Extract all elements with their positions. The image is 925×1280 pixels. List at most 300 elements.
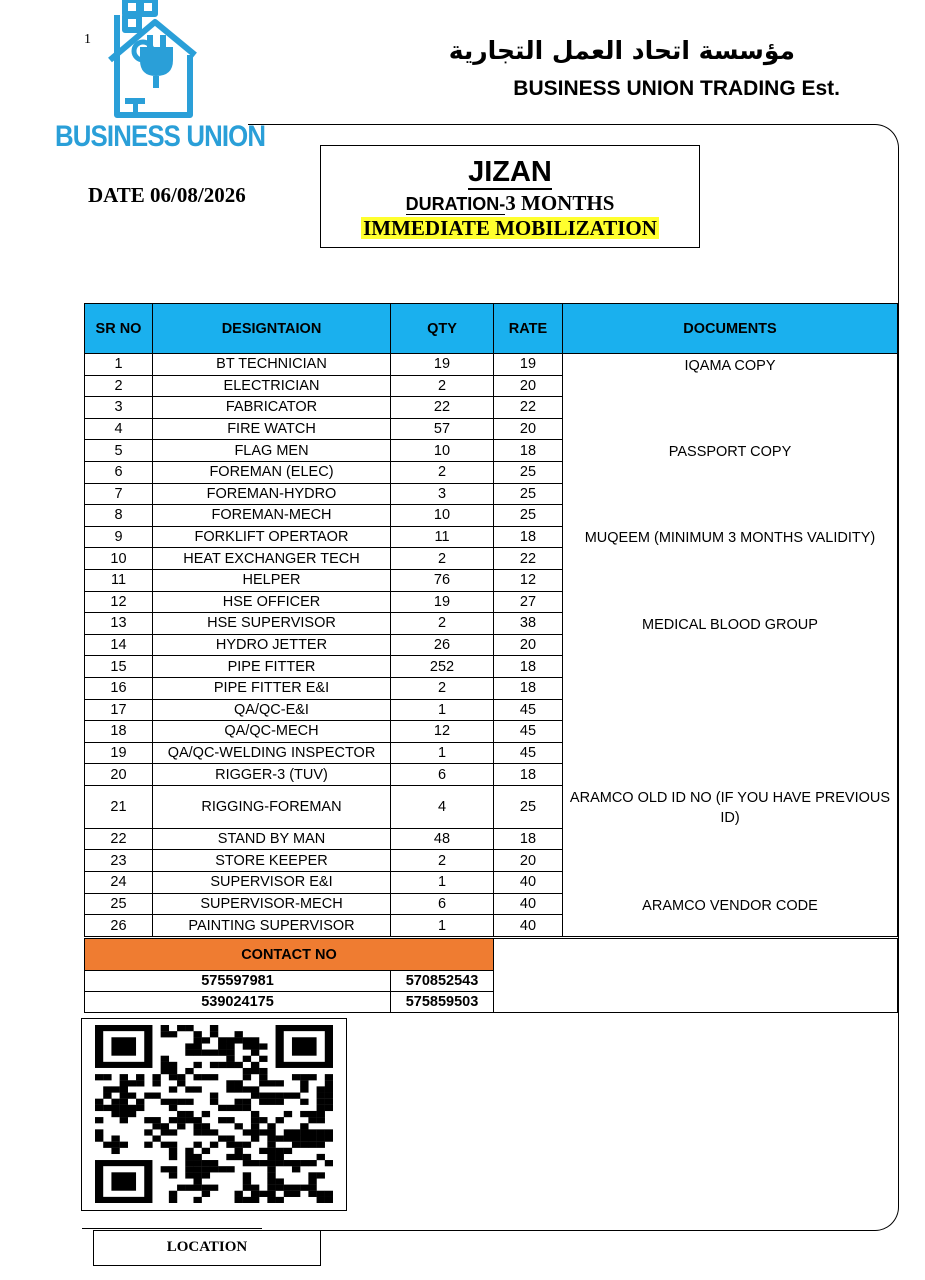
qr-module xyxy=(259,1148,267,1154)
qr-module xyxy=(226,1037,234,1043)
job-header-box xyxy=(320,145,700,248)
qr-module xyxy=(308,1191,316,1197)
qr-module xyxy=(300,1099,308,1105)
qr-module xyxy=(292,1093,300,1099)
qr-module xyxy=(193,1031,201,1037)
qr-module xyxy=(243,1037,251,1043)
rate-cell: 20 xyxy=(494,634,563,656)
qr-module xyxy=(276,1080,284,1086)
qr-module xyxy=(185,1117,193,1123)
qr-module xyxy=(152,1093,160,1099)
qr-module xyxy=(267,1099,275,1105)
qr-module xyxy=(193,1062,201,1068)
qr-module xyxy=(300,1111,308,1117)
sr-no-cell: 2 xyxy=(85,375,153,397)
qr-module xyxy=(300,1074,308,1080)
contact-header-row xyxy=(85,939,898,971)
qr-module xyxy=(251,1093,259,1099)
designation-cell: PIPE FITTER xyxy=(153,656,391,678)
qty-cell: 19 xyxy=(391,591,494,613)
qr-module xyxy=(325,1191,333,1197)
qr-module xyxy=(202,1037,210,1043)
qr-module xyxy=(325,1135,333,1141)
rate-cell: 25 xyxy=(494,483,563,505)
qr-module xyxy=(95,1117,103,1123)
qty-cell: 1 xyxy=(391,742,494,764)
qr-module xyxy=(210,1129,218,1135)
qr-module xyxy=(185,1043,193,1049)
manpower-table xyxy=(84,303,898,937)
qty-cell: 6 xyxy=(391,764,494,786)
qr-module xyxy=(136,1080,144,1086)
qr-module xyxy=(259,1068,267,1074)
qr-module xyxy=(111,1148,119,1154)
qr-module xyxy=(120,1105,128,1111)
qr-module xyxy=(210,1166,218,1172)
mobilization-highlight: IMMEDIATE MOBILIZATION xyxy=(363,216,657,240)
sr-no-cell: 19 xyxy=(85,742,153,764)
qr-code-icon[interactable] xyxy=(95,1025,333,1203)
qr-module xyxy=(243,1154,251,1160)
qr-module xyxy=(226,1050,234,1056)
qr-module xyxy=(218,1050,226,1056)
qr-module xyxy=(136,1074,144,1080)
qr-module xyxy=(276,1154,284,1160)
qr-module xyxy=(276,1185,284,1191)
qr-module xyxy=(292,1160,300,1166)
qr-module xyxy=(243,1129,251,1135)
qr-module xyxy=(284,1135,292,1141)
qr-module xyxy=(177,1117,185,1123)
contact-empty-cell xyxy=(494,971,898,992)
sr-no-cell: 16 xyxy=(85,677,153,699)
qty-cell: 2 xyxy=(391,461,494,483)
qr-module xyxy=(300,1123,308,1129)
qr-module xyxy=(276,1197,284,1203)
qr-module xyxy=(161,1062,169,1068)
qr-module xyxy=(202,1172,210,1178)
qr-module xyxy=(210,1160,218,1166)
sr-no-cell: 5 xyxy=(85,440,153,462)
sr-no-cell: 26 xyxy=(85,915,153,937)
qr-module xyxy=(202,1111,210,1117)
qr-module xyxy=(259,1093,267,1099)
qr-finder-pattern xyxy=(111,1037,136,1055)
sr-no-cell: 15 xyxy=(85,656,153,678)
rate-cell: 20 xyxy=(494,850,563,872)
qr-module xyxy=(308,1074,316,1080)
qr-module xyxy=(177,1123,185,1129)
qr-module xyxy=(317,1142,325,1148)
qr-module xyxy=(193,1086,201,1092)
qr-module xyxy=(185,1099,193,1105)
rate-cell: 38 xyxy=(494,613,563,635)
rate-cell: 40 xyxy=(494,893,563,915)
qr-module xyxy=(185,1185,193,1191)
qr-module xyxy=(218,1166,226,1172)
rate-cell: 45 xyxy=(494,699,563,721)
qr-module xyxy=(193,1178,201,1184)
rate-cell: 25 xyxy=(494,461,563,483)
qr-module xyxy=(177,1074,185,1080)
qr-module xyxy=(235,1062,243,1068)
qty-cell: 1 xyxy=(391,699,494,721)
qr-module xyxy=(226,1105,234,1111)
rate-cell: 18 xyxy=(494,677,563,699)
table-header-row xyxy=(85,304,898,354)
qr-module xyxy=(243,1068,251,1074)
qr-module xyxy=(308,1111,316,1117)
qr-module xyxy=(235,1197,243,1203)
qr-module xyxy=(128,1105,136,1111)
qr-module xyxy=(243,1099,251,1105)
qr-module xyxy=(193,1037,201,1043)
house-plug-logo-icon xyxy=(55,0,250,125)
contact-row xyxy=(85,992,898,1013)
qr-module xyxy=(259,1043,267,1049)
qr-module xyxy=(284,1148,292,1154)
qr-module xyxy=(276,1099,284,1105)
qr-module xyxy=(202,1050,210,1056)
qr-module xyxy=(193,1154,201,1160)
company-arabic-name: مؤسسة اتحاد العمل التجارية xyxy=(448,36,795,65)
contact-number: 575597981 xyxy=(85,971,391,992)
qr-module xyxy=(161,1123,169,1129)
qr-module xyxy=(226,1086,234,1092)
qr-module xyxy=(152,1135,160,1141)
qr-module xyxy=(161,1068,169,1074)
qr-module xyxy=(292,1129,300,1135)
qr-module xyxy=(267,1191,275,1197)
designation-cell: QA/QC-E&I xyxy=(153,699,391,721)
sr-no-cell: 6 xyxy=(85,461,153,483)
document-item: ARAMCO VENDOR CODE xyxy=(642,898,818,914)
sr-no-cell: 7 xyxy=(85,483,153,505)
qr-module xyxy=(284,1191,292,1197)
qr-module xyxy=(243,1142,251,1148)
qty-cell: 26 xyxy=(391,634,494,656)
qr-module xyxy=(300,1135,308,1141)
sr-no-cell: 10 xyxy=(85,548,153,570)
qty-cell: 2 xyxy=(391,548,494,570)
designation-cell: QA/QC-WELDING INSPECTOR xyxy=(153,742,391,764)
qr-module xyxy=(210,1062,218,1068)
qr-module xyxy=(185,1111,193,1117)
qr-module xyxy=(251,1068,259,1074)
qr-module xyxy=(243,1185,251,1191)
qr-module xyxy=(317,1172,325,1178)
qr-module xyxy=(267,1160,275,1166)
qr-module xyxy=(259,1191,267,1197)
qr-module xyxy=(325,1074,333,1080)
qr-module xyxy=(259,1160,267,1166)
qr-module xyxy=(267,1148,275,1154)
location-qr-box xyxy=(81,1018,347,1211)
designation-cell: BT TECHNICIAN xyxy=(153,354,391,376)
qty-cell: 22 xyxy=(391,397,494,419)
city-title xyxy=(321,156,699,188)
qr-module xyxy=(193,1129,201,1135)
qr-module xyxy=(193,1043,201,1049)
qr-module xyxy=(226,1142,234,1148)
qr-module xyxy=(169,1191,177,1197)
qty-cell: 19 xyxy=(391,354,494,376)
qr-module xyxy=(95,1129,103,1135)
qr-module xyxy=(193,1117,201,1123)
qr-module xyxy=(284,1111,292,1117)
designation-cell: STORE KEEPER xyxy=(153,850,391,872)
qr-module xyxy=(235,1142,243,1148)
qr-module xyxy=(267,1197,275,1203)
qr-module xyxy=(169,1068,177,1074)
qr-module xyxy=(210,1074,218,1080)
qr-module xyxy=(300,1129,308,1135)
qr-module xyxy=(317,1099,325,1105)
qr-module xyxy=(193,1185,201,1191)
qty-cell: 10 xyxy=(391,440,494,462)
qr-module xyxy=(284,1185,292,1191)
qr-module xyxy=(251,1135,259,1141)
qr-module xyxy=(325,1105,333,1111)
qr-module xyxy=(120,1142,128,1148)
qr-module xyxy=(218,1062,226,1068)
qr-module xyxy=(308,1117,316,1123)
qr-module xyxy=(120,1086,128,1092)
qr-module xyxy=(111,1142,119,1148)
company-logo xyxy=(55,0,266,155)
qr-module xyxy=(185,1154,193,1160)
qr-module xyxy=(144,1117,152,1123)
qr-module xyxy=(259,1117,267,1123)
qr-module xyxy=(185,1148,193,1154)
qr-module xyxy=(169,1105,177,1111)
rate-cell: 22 xyxy=(494,548,563,570)
qr-module xyxy=(120,1111,128,1117)
qr-module xyxy=(226,1062,234,1068)
qty-cell: 2 xyxy=(391,375,494,397)
qr-module xyxy=(317,1191,325,1197)
document-date: DATE 06/08/2026 xyxy=(88,183,246,207)
qr-module xyxy=(235,1099,243,1105)
qr-module xyxy=(317,1197,325,1203)
qr-module xyxy=(317,1111,325,1117)
qr-module xyxy=(243,1105,251,1111)
rate-cell: 18 xyxy=(494,440,563,462)
designation-cell: QA/QC-MECH xyxy=(153,721,391,743)
qr-module xyxy=(259,1080,267,1086)
qr-module xyxy=(111,1099,119,1105)
qr-module xyxy=(120,1099,128,1105)
rate-cell: 40 xyxy=(494,872,563,894)
qty-cell: 3 xyxy=(391,483,494,505)
qr-module xyxy=(193,1074,201,1080)
qr-module xyxy=(95,1105,103,1111)
qr-module xyxy=(259,1056,267,1062)
qr-module xyxy=(325,1093,333,1099)
qr-module xyxy=(144,1142,152,1148)
qr-module xyxy=(251,1037,259,1043)
qty-cell: 6 xyxy=(391,893,494,915)
qr-module xyxy=(243,1197,251,1203)
sr-no-cell: 13 xyxy=(85,613,153,635)
sr-no-cell: 20 xyxy=(85,764,153,786)
qty-cell: 10 xyxy=(391,505,494,527)
qr-module xyxy=(136,1099,144,1105)
rate-cell: 20 xyxy=(494,375,563,397)
designation-cell: FABRICATOR xyxy=(153,397,391,419)
qr-module xyxy=(103,1142,111,1148)
qr-module xyxy=(251,1050,259,1056)
sr-no-cell: 3 xyxy=(85,397,153,419)
designation-cell: RIGGING-FOREMAN xyxy=(153,785,391,828)
duration-line xyxy=(321,192,699,215)
qr-module xyxy=(128,1093,136,1099)
designation-cell: HYDRO JETTER xyxy=(153,634,391,656)
sr-no-cell: 12 xyxy=(85,591,153,613)
qr-module xyxy=(169,1099,177,1105)
rate-cell: 18 xyxy=(494,526,563,548)
rate-cell: 25 xyxy=(494,505,563,527)
document-item: MUQEEM (MINIMUM 3 MONTHS VALIDITY) xyxy=(584,530,876,546)
qr-module xyxy=(243,1086,251,1092)
qr-finder-pattern xyxy=(111,1172,136,1190)
qr-module xyxy=(95,1099,103,1105)
qr-module xyxy=(185,1086,193,1092)
qr-module xyxy=(292,1185,300,1191)
qty-cell: 11 xyxy=(391,526,494,548)
duration-label: DURATION- xyxy=(405,194,506,214)
qty-cell: 1 xyxy=(391,915,494,937)
designation-cell: FORKLIFT OPERTAOR xyxy=(153,526,391,548)
designation-cell: SUPERVISOR E&I xyxy=(153,872,391,894)
qr-module xyxy=(152,1074,160,1080)
qr-finder-pattern xyxy=(292,1037,317,1055)
qr-module xyxy=(161,1099,169,1105)
qr-module xyxy=(317,1093,325,1099)
qr-module xyxy=(235,1080,243,1086)
qr-module xyxy=(292,1074,300,1080)
qr-module xyxy=(218,1117,226,1123)
qr-module xyxy=(185,1025,193,1031)
qr-module xyxy=(259,1129,267,1135)
qr-module xyxy=(111,1111,119,1117)
designation-cell: SUPERVISOR-MECH xyxy=(153,893,391,915)
qr-module xyxy=(317,1105,325,1111)
designation-cell: HSE SUPERVISOR xyxy=(153,613,391,635)
qr-module xyxy=(95,1074,103,1080)
qr-module xyxy=(185,1166,193,1172)
rate-cell: 19 xyxy=(494,354,563,376)
rate-cell: 12 xyxy=(494,569,563,591)
rate-cell: 18 xyxy=(494,656,563,678)
sr-no-cell: 23 xyxy=(85,850,153,872)
qr-module xyxy=(161,1056,169,1062)
document-item: IQAMA COPY xyxy=(684,358,776,374)
qr-module xyxy=(235,1154,243,1160)
qr-module xyxy=(325,1129,333,1135)
contact-empty-cell xyxy=(494,992,898,1013)
qr-module xyxy=(243,1178,251,1184)
sr-no-cell: 4 xyxy=(85,418,153,440)
qr-module xyxy=(276,1160,284,1166)
qty-cell: 48 xyxy=(391,828,494,850)
sr-no-cell: 1 xyxy=(85,354,153,376)
sr-no-cell: 8 xyxy=(85,505,153,527)
qr-module xyxy=(267,1172,275,1178)
qr-module xyxy=(177,1185,185,1191)
qr-module xyxy=(169,1148,177,1154)
qr-module xyxy=(152,1123,160,1129)
sr-no-cell: 9 xyxy=(85,526,153,548)
document-item: PASSPORT COPY xyxy=(668,444,792,460)
qr-module xyxy=(308,1172,316,1178)
qr-module xyxy=(169,1117,177,1123)
qr-module xyxy=(251,1129,259,1135)
qr-module xyxy=(185,1068,193,1074)
qr-module xyxy=(193,1197,201,1203)
table-row xyxy=(85,354,898,376)
qr-module xyxy=(120,1117,128,1123)
qr-module xyxy=(251,1191,259,1197)
qr-module xyxy=(276,1117,284,1123)
sr-no-cell: 18 xyxy=(85,721,153,743)
qr-module xyxy=(300,1142,308,1148)
qr-module xyxy=(243,1160,251,1166)
qty-cell: 57 xyxy=(391,418,494,440)
qr-module xyxy=(144,1093,152,1099)
contact-empty-cell xyxy=(494,939,898,971)
qr-module xyxy=(276,1093,284,1099)
qr-module xyxy=(317,1117,325,1123)
qr-module xyxy=(308,1185,316,1191)
qr-module xyxy=(218,1135,226,1141)
qty-cell: 2 xyxy=(391,677,494,699)
qr-module xyxy=(251,1117,259,1123)
qr-module xyxy=(202,1166,210,1172)
qr-module xyxy=(226,1043,234,1049)
qr-module xyxy=(235,1037,243,1043)
qr-module xyxy=(169,1074,177,1080)
page-number: 1 xyxy=(84,32,91,47)
sr-no-cell: 24 xyxy=(85,872,153,894)
rate-cell: 18 xyxy=(494,764,563,786)
qr-module xyxy=(226,1056,234,1062)
qr-module xyxy=(317,1154,325,1160)
qr-module xyxy=(169,1086,177,1092)
qr-module xyxy=(193,1166,201,1172)
qr-module xyxy=(202,1191,210,1197)
qr-module xyxy=(185,1160,193,1166)
qr-module xyxy=(267,1154,275,1160)
qr-module xyxy=(300,1185,308,1191)
qr-module xyxy=(185,1172,193,1178)
qr-module xyxy=(177,1080,185,1086)
qr-module xyxy=(267,1142,275,1148)
qr-module xyxy=(218,1105,226,1111)
qr-module xyxy=(243,1043,251,1049)
rate-cell: 20 xyxy=(494,418,563,440)
qty-cell: 12 xyxy=(391,721,494,743)
qr-module xyxy=(111,1086,119,1092)
qr-module xyxy=(317,1135,325,1141)
qr-module xyxy=(202,1185,210,1191)
qr-module xyxy=(193,1172,201,1178)
qr-module xyxy=(103,1074,111,1080)
qr-module xyxy=(308,1135,316,1141)
qty-cell: 2 xyxy=(391,850,494,872)
qr-module xyxy=(144,1129,152,1135)
qr-module xyxy=(128,1111,136,1117)
